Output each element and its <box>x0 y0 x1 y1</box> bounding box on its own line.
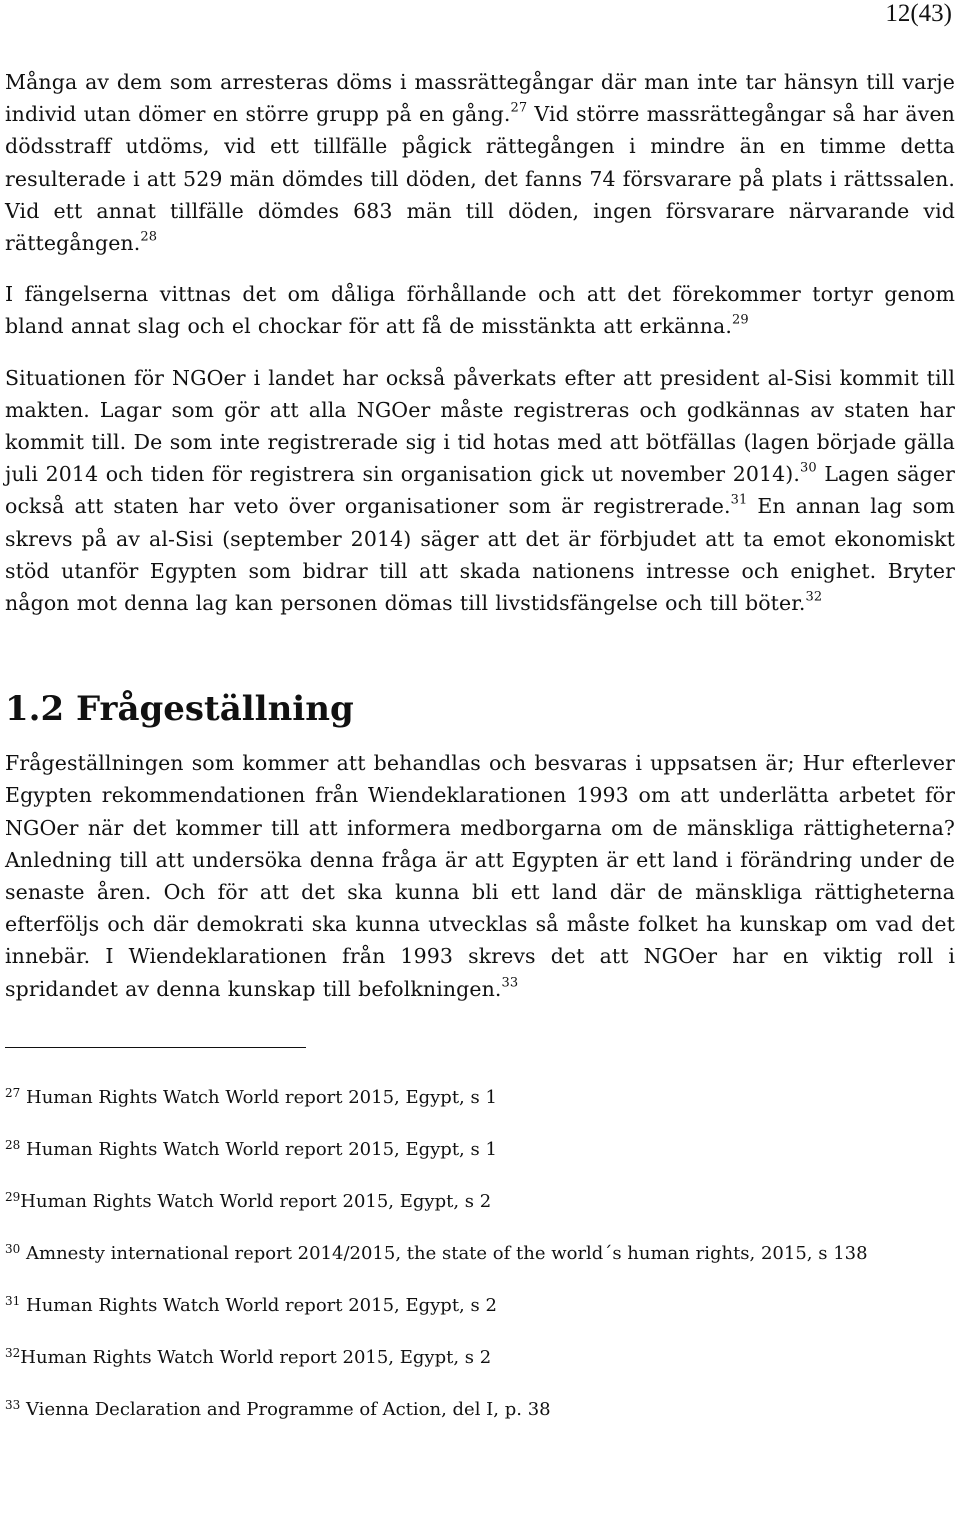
footnote-item <box>5 1396 955 1448</box>
footnote-reference[interactable]: 28 <box>140 229 158 245</box>
footnote-reference[interactable]: 31 <box>730 492 748 508</box>
footnote-item <box>5 1136 955 1188</box>
footnote-separator <box>5 1047 306 1048</box>
paragraph-mass-trials <box>5 66 955 259</box>
footnote-item <box>5 1188 955 1240</box>
footnote-text: Human Rights Watch World report 2015, Egypt, s 1 <box>20 1086 497 1108</box>
footnote-number: 27 <box>5 1085 21 1100</box>
paragraph-text: Frågeställningen som kommer att behandlas och besvaras i uppsatsen är; Hur efterlever Egypten rekommendationen från Wiendeklarationen 1993 om att underlätta arbetet för NGOer när det kommer till att informera medborgarna om de mänskliga rättigheterna? Anledning till att undersöka denna fråga är att Egypten är ett land i förändring under de senaste åren. Och för att det ska kunna bli ett land där de mänskliga rättigheterna efterföljs och där demokrati ska kunna utvecklas så måste folket ha kunskap om vad det innebär. I Wiendeklarationen från 1993 skrevs det att NGOer har en viktig roll i spridandet av denna kunskap till befolkningen. <box>5 751 955 1001</box>
footnote-number: 32 <box>5 1345 21 1360</box>
footnote-item <box>5 1292 955 1344</box>
footnote-reference[interactable]: 30 <box>800 460 817 476</box>
footnote-number: 30 <box>5 1241 21 1256</box>
footnote-text: Human Rights Watch World report 2015, Egypt, s 2 <box>20 1294 497 1316</box>
footnote-reference[interactable]: 29 <box>732 312 749 328</box>
footnote-number: 29 <box>5 1189 21 1204</box>
footnote-text: Amnesty international report 2014/2015, the state of the world´s human rights, 2015, s 138 <box>20 1242 868 1264</box>
paragraph-text: Lagen säger också att staten har veto över organisationer som är registrerade. <box>5 462 955 519</box>
section-heading: 1.2 Frågeställning <box>5 689 354 730</box>
footnote-reference[interactable]: 27 <box>510 100 528 116</box>
paragraph-text: Situationen för NGOer i landet har också påverkats efter att president al-Sisi kommit till makten. Lagar som gör att alla NGOer måste registreras och godkännas av staten har kommit till. De som inte registrerade sig i tid hotas med att bötfällas (lagen började gälla juli 2014 och tiden för registrera sin organisation gick ut november 2014). <box>5 365 955 487</box>
footnote-item <box>5 1240 955 1292</box>
footnote-reference[interactable]: 32 <box>805 589 823 605</box>
page-number: 12(43) <box>885 0 952 27</box>
footnote-number: 31 <box>5 1293 21 1308</box>
paragraph-text: Många av dem som arresteras döms i massrättegångar där man inte tar hänsyn till varje individ utan dömer en större grupp på en gång. <box>5 70 955 127</box>
footnotes <box>5 1084 955 1448</box>
footnote-number: 28 <box>5 1137 21 1152</box>
footnote-text: Human Rights Watch World report 2015, Egypt, s 1 <box>20 1138 497 1160</box>
footnote-reference[interactable]: 33 <box>501 974 519 990</box>
footnote-text: Human Rights Watch World report 2015, Egypt, s 2 <box>20 1346 492 1368</box>
paragraph-text: I fängelserna vittnas det om dåliga förhållande och att det förekommer tortyr genom bland annat slag och el chockar för att få de misstänkta att erkänna. <box>5 282 955 339</box>
footnote-item <box>5 1084 955 1136</box>
paragraph-prisons <box>5 278 955 342</box>
footnote-text: Vienna Declaration and Programme of Action, del I, p. 38 <box>20 1398 551 1420</box>
paragraph-text: Vid större massrättegångar så har även dödsstraff utdöms, vid ett tillfälle pågick rättegången i mindre än en timme detta resulterade i att 529 män dömdes till döden, det fanns 74 försvarare på plats i rättssalen. Vid ett annat tillfälle dömdes 683 män till döden, ingen försvarare närvarande vid rättegången. <box>5 102 955 256</box>
document-body <box>5 66 955 1448</box>
footnote-item <box>5 1344 955 1396</box>
footnote-text: Human Rights Watch World report 2015, Egypt, s 2 <box>20 1190 492 1212</box>
footnote-number: 33 <box>5 1397 21 1412</box>
paragraph-research-question <box>5 747 955 1005</box>
paragraph-ngo-situation <box>5 362 955 620</box>
paragraph-text: En annan lag som skrevs på av al-Sisi (september 2014) säger att det är förbjudet att ta emot ekonomiskt stöd utanför Egypten som bidrar till att skada nationens intresse och enighet. Bryter någon mot denna lag kan personen dömas till livstidsfängelse och till böter. <box>5 494 955 616</box>
